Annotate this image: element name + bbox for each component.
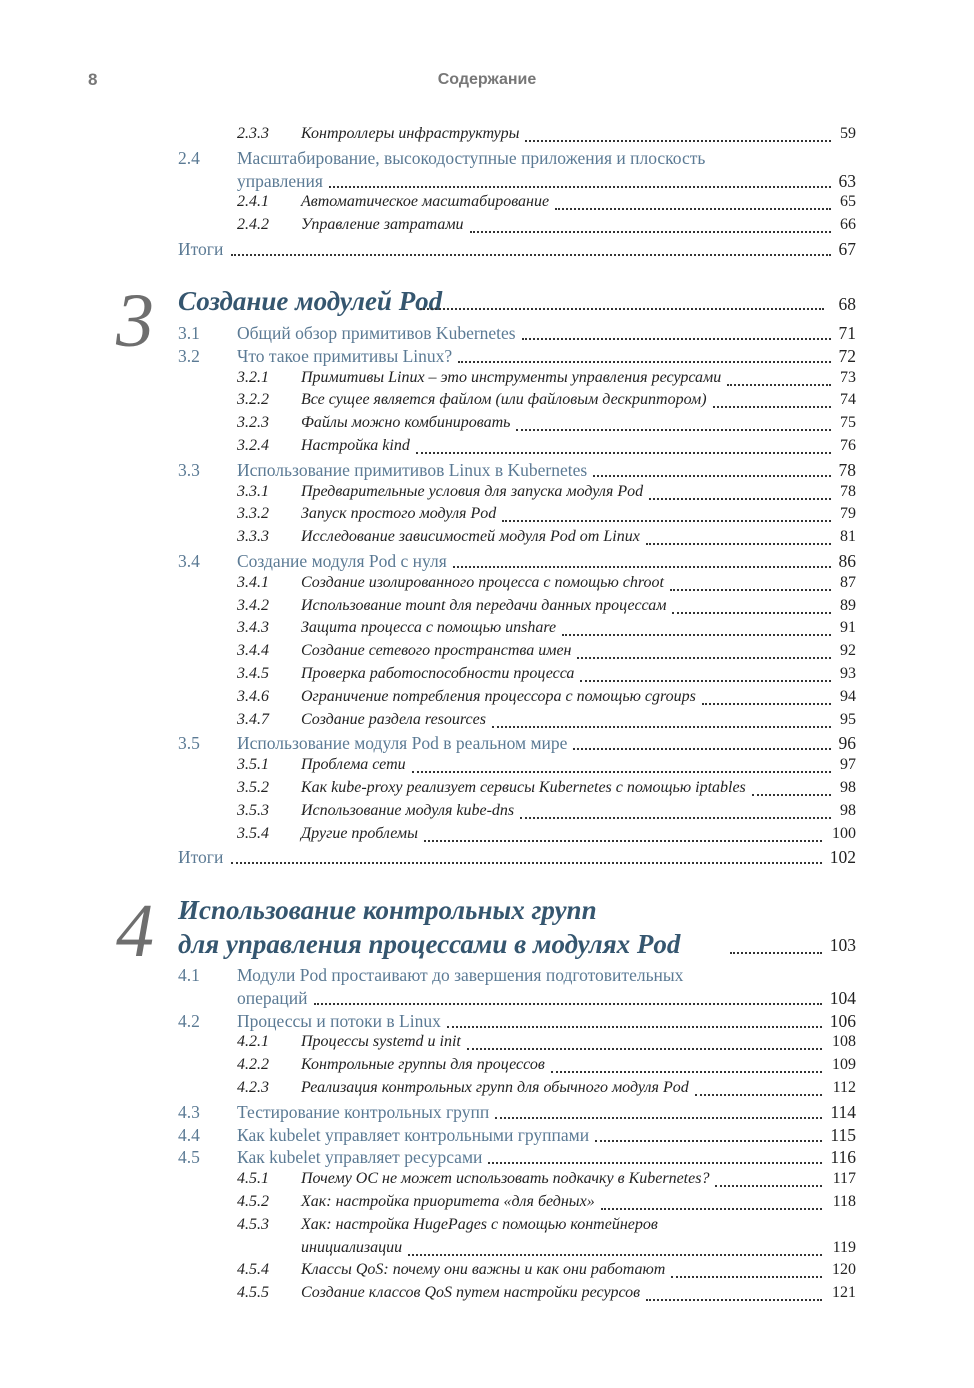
dot-leader: [702, 703, 831, 705]
toc-entry-title: Примитивы Linux – это инструменты управления ресурсами: [301, 368, 722, 386]
toc-entry-title: Защита процесса с помощью unshare: [301, 619, 557, 637]
toc-entry-title: Исследование зависимостей модуля Pod от Linux: [301, 528, 640, 546]
toc-entry-page: 115: [830, 1124, 856, 1145]
chapter-4-page: 103: [829, 935, 856, 955]
dot-leader: [715, 1185, 822, 1187]
toc-entry[interactable]: [0, 778, 974, 801]
toc-entry-number: 4.5.1: [237, 1170, 269, 1188]
toc-entry-number: 2.3.3: [237, 125, 269, 142]
toc-entry-title: Проверка работоспособности процесса: [301, 664, 575, 682]
toc-entry[interactable]: [0, 1078, 974, 1101]
toc-entry-number: 3.4.3: [237, 619, 269, 637]
dot-leader: [649, 498, 831, 500]
toc-entry-number: 3.2.3: [237, 414, 269, 432]
toc-entry-title: инициализации: [301, 1238, 403, 1256]
toc-entry-number: 3.3: [178, 459, 200, 480]
dot-leader: [467, 1048, 822, 1050]
toc-entry-number: 4.5.4: [237, 1261, 269, 1279]
toc-entry[interactable]: [0, 687, 974, 710]
toc-entry-number: 3.4.2: [237, 596, 269, 614]
toc-entry-page: 96: [838, 733, 856, 754]
toc-entry-number: 3.4.7: [237, 710, 269, 728]
toc-entry[interactable]: [0, 1124, 974, 1147]
toc-entry-title: Реализация контрольных групп для обычного модуля Pod: [301, 1078, 689, 1096]
toc-entry-page: 65: [840, 193, 856, 211]
toc-entry-title: Предварительные условия для запуска модуля Pod: [301, 482, 644, 500]
toc-entry-number: 3.4.4: [237, 642, 269, 660]
dot-leader: [420, 308, 824, 310]
dot-leader: [231, 862, 822, 864]
toc-entry-number: 4.4: [178, 1124, 200, 1145]
toc-entry-title: Общий обзор примитивов Kubernetes: [237, 323, 516, 343]
toc-entry-title: Хак: настройка HugePages с помощью контейнеров: [301, 1215, 658, 1233]
toc-entry-number: 3.5.4: [237, 824, 269, 842]
toc-entry-number: 3.5: [178, 733, 200, 754]
toc-entry-title: Контроллеры инфраструктуры: [301, 125, 520, 142]
dot-leader: [522, 338, 831, 340]
toc-entry[interactable]: [0, 345, 974, 368]
toc-entry[interactable]: [0, 482, 974, 505]
toc-entry-page: 78: [838, 459, 856, 480]
toc-entry-page: 81: [840, 528, 856, 546]
toc-entry-page: 92: [840, 642, 856, 660]
toc-entry[interactable]: [0, 192, 974, 215]
dot-leader: [492, 726, 831, 728]
toc-entry-title: Все сущее является файлом (или файловым дескриптором): [301, 391, 707, 409]
toc-entry-number: 3.2: [178, 345, 200, 366]
chapter-3-number: 3: [116, 279, 154, 363]
dot-leader: [520, 817, 831, 819]
dot-leader: [502, 520, 831, 522]
dot-leader: [314, 1003, 822, 1005]
toc-entry-title: Модули Pod простаивают до завершения подготовительных: [237, 965, 684, 985]
toc-entry[interactable]: [0, 147, 974, 170]
dot-leader: [713, 406, 831, 408]
toc-entry-number: 2.4.2: [237, 216, 269, 234]
toc-entry-title: Контрольные группы для процессов: [301, 1056, 545, 1074]
toc-entry-title: [235, 847, 237, 867]
toc-entry-page: 119: [832, 1238, 856, 1256]
toc-entry-number: 4.2.3: [237, 1078, 269, 1096]
dot-leader: [525, 140, 831, 142]
toc-entry[interactable]: [0, 987, 974, 1010]
toc-entry-title: Использование модуля kube-dns: [301, 801, 515, 819]
toc-entry-number: 3.3.2: [237, 505, 269, 523]
toc-entry-page: 79: [840, 505, 856, 523]
toc-entry-page: 102: [829, 847, 856, 868]
running-title: Содержание: [437, 71, 537, 88]
toc-entry[interactable]: [0, 368, 974, 391]
page-number: 8: [88, 70, 98, 89]
toc-entry-title: Создание раздела resources: [301, 710, 486, 728]
toc-entry-title: Настройка kind: [301, 436, 410, 454]
dot-leader: [516, 429, 831, 431]
dot-leader: [458, 361, 831, 363]
toc-entry-title: Файлы можно комбинировать: [301, 414, 511, 432]
toc-entry[interactable]: [0, 238, 974, 261]
dot-leader: [412, 771, 831, 773]
toc-entry-title: управления: [237, 170, 323, 191]
toc-entry-title: Как kube-proxy реализует сервисы Kubernetes с помощью iptables: [301, 778, 746, 796]
toc-entry-title: Создание модуля Pod с нуля: [237, 550, 447, 571]
chapter-4-number: 4: [116, 889, 154, 973]
toc-entry[interactable]: [0, 1192, 974, 1215]
toc-entry-page: 112: [832, 1078, 856, 1096]
toc-entry[interactable]: [0, 1215, 974, 1238]
dot-leader: [408, 1254, 822, 1256]
toc-entry[interactable]: [0, 527, 974, 550]
toc-entry-page: 66: [840, 216, 856, 234]
toc-entry-number: Итоги: [178, 238, 224, 259]
toc-entry-page: 75: [840, 414, 856, 432]
dot-leader: [595, 1140, 822, 1142]
toc-entry[interactable]: [0, 755, 974, 778]
dot-leader: [555, 208, 831, 210]
toc-entry-number: 2.4: [178, 147, 200, 168]
toc-entry-page: 87: [840, 573, 856, 591]
toc-entry-page: 86: [838, 550, 856, 571]
toc-entry-number: 3.2.4: [237, 436, 269, 454]
toc-entry-number: 4.3: [178, 1101, 200, 1122]
toc-entry-title: Создание классов QoS путем настройки ресурсов: [301, 1284, 641, 1302]
toc-entry[interactable]: [0, 1101, 974, 1124]
toc-entry-title: [235, 239, 237, 259]
dot-leader: [601, 1208, 822, 1210]
toc-entry[interactable]: [0, 436, 974, 459]
toc-entry-number: 4.2.2: [237, 1056, 269, 1074]
dot-leader: [329, 186, 831, 188]
dot-leader: [752, 794, 831, 796]
toc-entry-number: 3.4.1: [237, 573, 269, 591]
toc-entry-page: 76: [840, 436, 856, 454]
dot-leader: [695, 1094, 822, 1096]
toc-entry-number: 4.2.1: [237, 1033, 269, 1051]
dot-leader: [562, 634, 831, 636]
toc-entry-page: 73: [840, 368, 856, 386]
toc-entry-page: 89: [840, 596, 856, 614]
chapter-3-page: 68: [838, 294, 856, 314]
toc-entry-page: 121: [832, 1284, 856, 1302]
toc-entry-title: Управление затратами: [301, 216, 464, 234]
toc-entry-page: 72: [838, 345, 856, 366]
toc-entry-number: 3.2.1: [237, 368, 269, 386]
dot-leader: [730, 952, 822, 954]
toc-entry-number: 3.3.1: [237, 482, 269, 500]
dot-leader: [727, 384, 831, 386]
toc-entry[interactable]: [0, 824, 974, 847]
toc-entry-page: 108: [832, 1033, 856, 1051]
toc-entry-page: 67: [838, 238, 856, 259]
toc-entry-title: Процессы systemd и init: [301, 1033, 461, 1051]
toc-entry-title: Масштабирование, высокодоступные приложения и плоскость: [237, 147, 706, 168]
toc-entry-page: 100: [832, 824, 856, 842]
toc-entry-page: 63: [838, 170, 856, 191]
toc-entry-page: 98: [840, 778, 856, 796]
dot-leader: [495, 1117, 822, 1119]
toc-entry-page: 116: [830, 1147, 856, 1168]
toc-entry-page: 117: [832, 1170, 856, 1188]
toc-entry[interactable]: [0, 846, 974, 869]
toc-entry-number: 4.1: [178, 965, 200, 985]
toc-entry-page: 120: [832, 1261, 856, 1279]
toc-entry-title: Тестирование контрольных групп: [237, 1101, 490, 1122]
toc-entry-number: 3.1: [178, 323, 200, 343]
toc-entry[interactable]: [0, 1283, 974, 1306]
toc-entry[interactable]: [0, 1055, 974, 1078]
toc-entry-number: 3.5.3: [237, 801, 269, 819]
toc-entry[interactable]: [0, 170, 974, 193]
toc-entry[interactable]: [0, 801, 974, 824]
toc-entry[interactable]: [0, 964, 974, 987]
toc-entry[interactable]: [0, 1010, 974, 1033]
toc-entry-number: 3.4: [178, 550, 200, 571]
toc-entry[interactable]: [0, 1169, 974, 1192]
toc-entry-number: 4.5: [178, 1147, 200, 1168]
toc-entry-title: Использование примитивов Linux в Kubernetes: [237, 459, 588, 480]
toc-entry-page: 98: [840, 801, 856, 819]
toc-entry-number: 3.2.2: [237, 391, 269, 409]
toc-entry-number: 4.5.3: [237, 1215, 269, 1233]
toc-entry-number: 3.4.5: [237, 664, 269, 682]
toc-entry[interactable]: [0, 664, 974, 687]
toc-entry[interactable]: [0, 413, 974, 436]
dot-leader: [488, 1162, 822, 1164]
toc-entry-page: 74: [840, 391, 856, 409]
toc-entry[interactable]: [0, 1260, 974, 1283]
toc-entry-page: 104: [829, 987, 856, 1008]
toc-entry-page: 95: [840, 710, 856, 728]
toc-entry-title: Создание изолированного процесса с помощью chroot: [301, 573, 664, 591]
toc-entry[interactable]: [0, 1238, 974, 1261]
toc-entry-number: Итоги: [178, 847, 224, 868]
toc-entry-page: 106: [829, 1010, 856, 1031]
toc-section-top: [0, 124, 974, 261]
toc-entry-number: 4.5.5: [237, 1284, 269, 1302]
toc-entry[interactable]: [0, 124, 974, 147]
toc-entry-number: 4.5.2: [237, 1192, 269, 1210]
toc-entry[interactable]: [0, 573, 974, 596]
toc-section-chapter-3: [0, 322, 974, 869]
dot-leader: [646, 543, 831, 545]
dot-leader: [424, 840, 822, 842]
dot-leader: [672, 612, 831, 614]
toc-entry[interactable]: [0, 1032, 974, 1055]
dot-leader: [470, 231, 831, 233]
toc-entry-title: Классы QoS: почему они важны и как они работают: [301, 1261, 666, 1279]
toc-entry-title: операций: [237, 987, 308, 1008]
toc-entry[interactable]: [0, 322, 974, 345]
toc-entry-number: 3.3.3: [237, 528, 269, 546]
dot-leader: [577, 657, 831, 659]
toc-entry[interactable]: [0, 641, 974, 664]
dot-leader: [453, 566, 831, 568]
toc-entry-title: Автоматическое масштабирование: [301, 193, 550, 211]
toc-entry-title: Другие проблемы: [301, 824, 418, 842]
toc-entry[interactable]: [0, 1146, 974, 1169]
dot-leader: [551, 1071, 822, 1073]
toc-entry[interactable]: [0, 550, 974, 573]
toc-entry-number: 3.5.1: [237, 756, 269, 774]
toc-entry-title: Хак: настройка приоритета «для бедных»: [301, 1192, 595, 1210]
toc-entry[interactable]: [0, 215, 974, 238]
dot-leader: [231, 254, 831, 256]
toc-entry[interactable]: [0, 618, 974, 641]
toc-entry-page: 97: [840, 756, 856, 774]
dot-leader: [670, 589, 831, 591]
toc-entry-page: 91: [840, 619, 856, 637]
toc-entry-title: Проблема сети: [301, 756, 406, 774]
toc-entry-page: 59: [840, 125, 856, 142]
dot-leader: [646, 1299, 822, 1301]
chapter-3-heading[interactable]: [0, 286, 974, 320]
chapter-3-title: Создание модулей Pod: [178, 286, 443, 316]
toc-entry-number: 2.4.1: [237, 193, 269, 211]
toc-entry-title: Как kubelet управляет контрольными группами: [237, 1124, 590, 1145]
dot-leader: [593, 475, 831, 477]
toc-entry[interactable]: [0, 504, 974, 527]
toc-entry-page: 93: [840, 664, 856, 682]
toc-entry-page: 94: [840, 687, 856, 705]
toc-entry-number: 3.4.6: [237, 687, 269, 705]
dot-leader: [671, 1276, 822, 1278]
toc-section-chapter-4: [0, 964, 974, 1306]
chapter-4-title-line1: Использование контрольных групп: [178, 895, 597, 925]
dot-leader: [416, 452, 831, 454]
dot-leader: [573, 748, 831, 750]
toc-entry-page: 118: [832, 1192, 856, 1210]
toc-entry[interactable]: [0, 390, 974, 413]
toc-entry-title: Запуск простого модуля Pod: [301, 505, 497, 523]
toc-entry-page: 114: [830, 1101, 856, 1122]
toc-entry-title: Что такое примитивы Linux?: [237, 345, 453, 366]
toc-entry-page: 78: [840, 482, 856, 500]
toc-entry-number: 4.2: [178, 1010, 200, 1031]
dot-leader: [580, 680, 831, 682]
toc-entry[interactable]: [0, 710, 974, 733]
dot-leader: [447, 1026, 822, 1028]
toc-entry-page: 109: [832, 1056, 856, 1074]
chapter-4-title-line2: для управления процессами в модулях Pod: [178, 929, 681, 959]
toc-entry-page: 71: [838, 323, 856, 343]
toc-entry[interactable]: [0, 732, 974, 755]
toc-entry[interactable]: [0, 596, 974, 619]
toc-entry-title: Ограничение потребления процессора с помощью cgroups: [301, 687, 696, 705]
toc-entry-number: 3.5.2: [237, 778, 269, 796]
toc-entry[interactable]: [0, 459, 974, 482]
toc-entry-title: Использование модуля Pod в реальном мире: [237, 733, 568, 754]
toc-entry-title: Использование mount для передачи данных процессам: [301, 596, 667, 614]
toc-entry-title: Почему ОС не может использовать подкачку в Kubernetes?: [301, 1170, 710, 1188]
toc-entry-title: Процессы и потоки в Linux: [237, 1010, 441, 1031]
toc-entry-title: Создание сетевого пространства имен: [301, 642, 572, 660]
toc-entry-title: Как kubelet управляет ресурсами: [237, 1147, 483, 1168]
